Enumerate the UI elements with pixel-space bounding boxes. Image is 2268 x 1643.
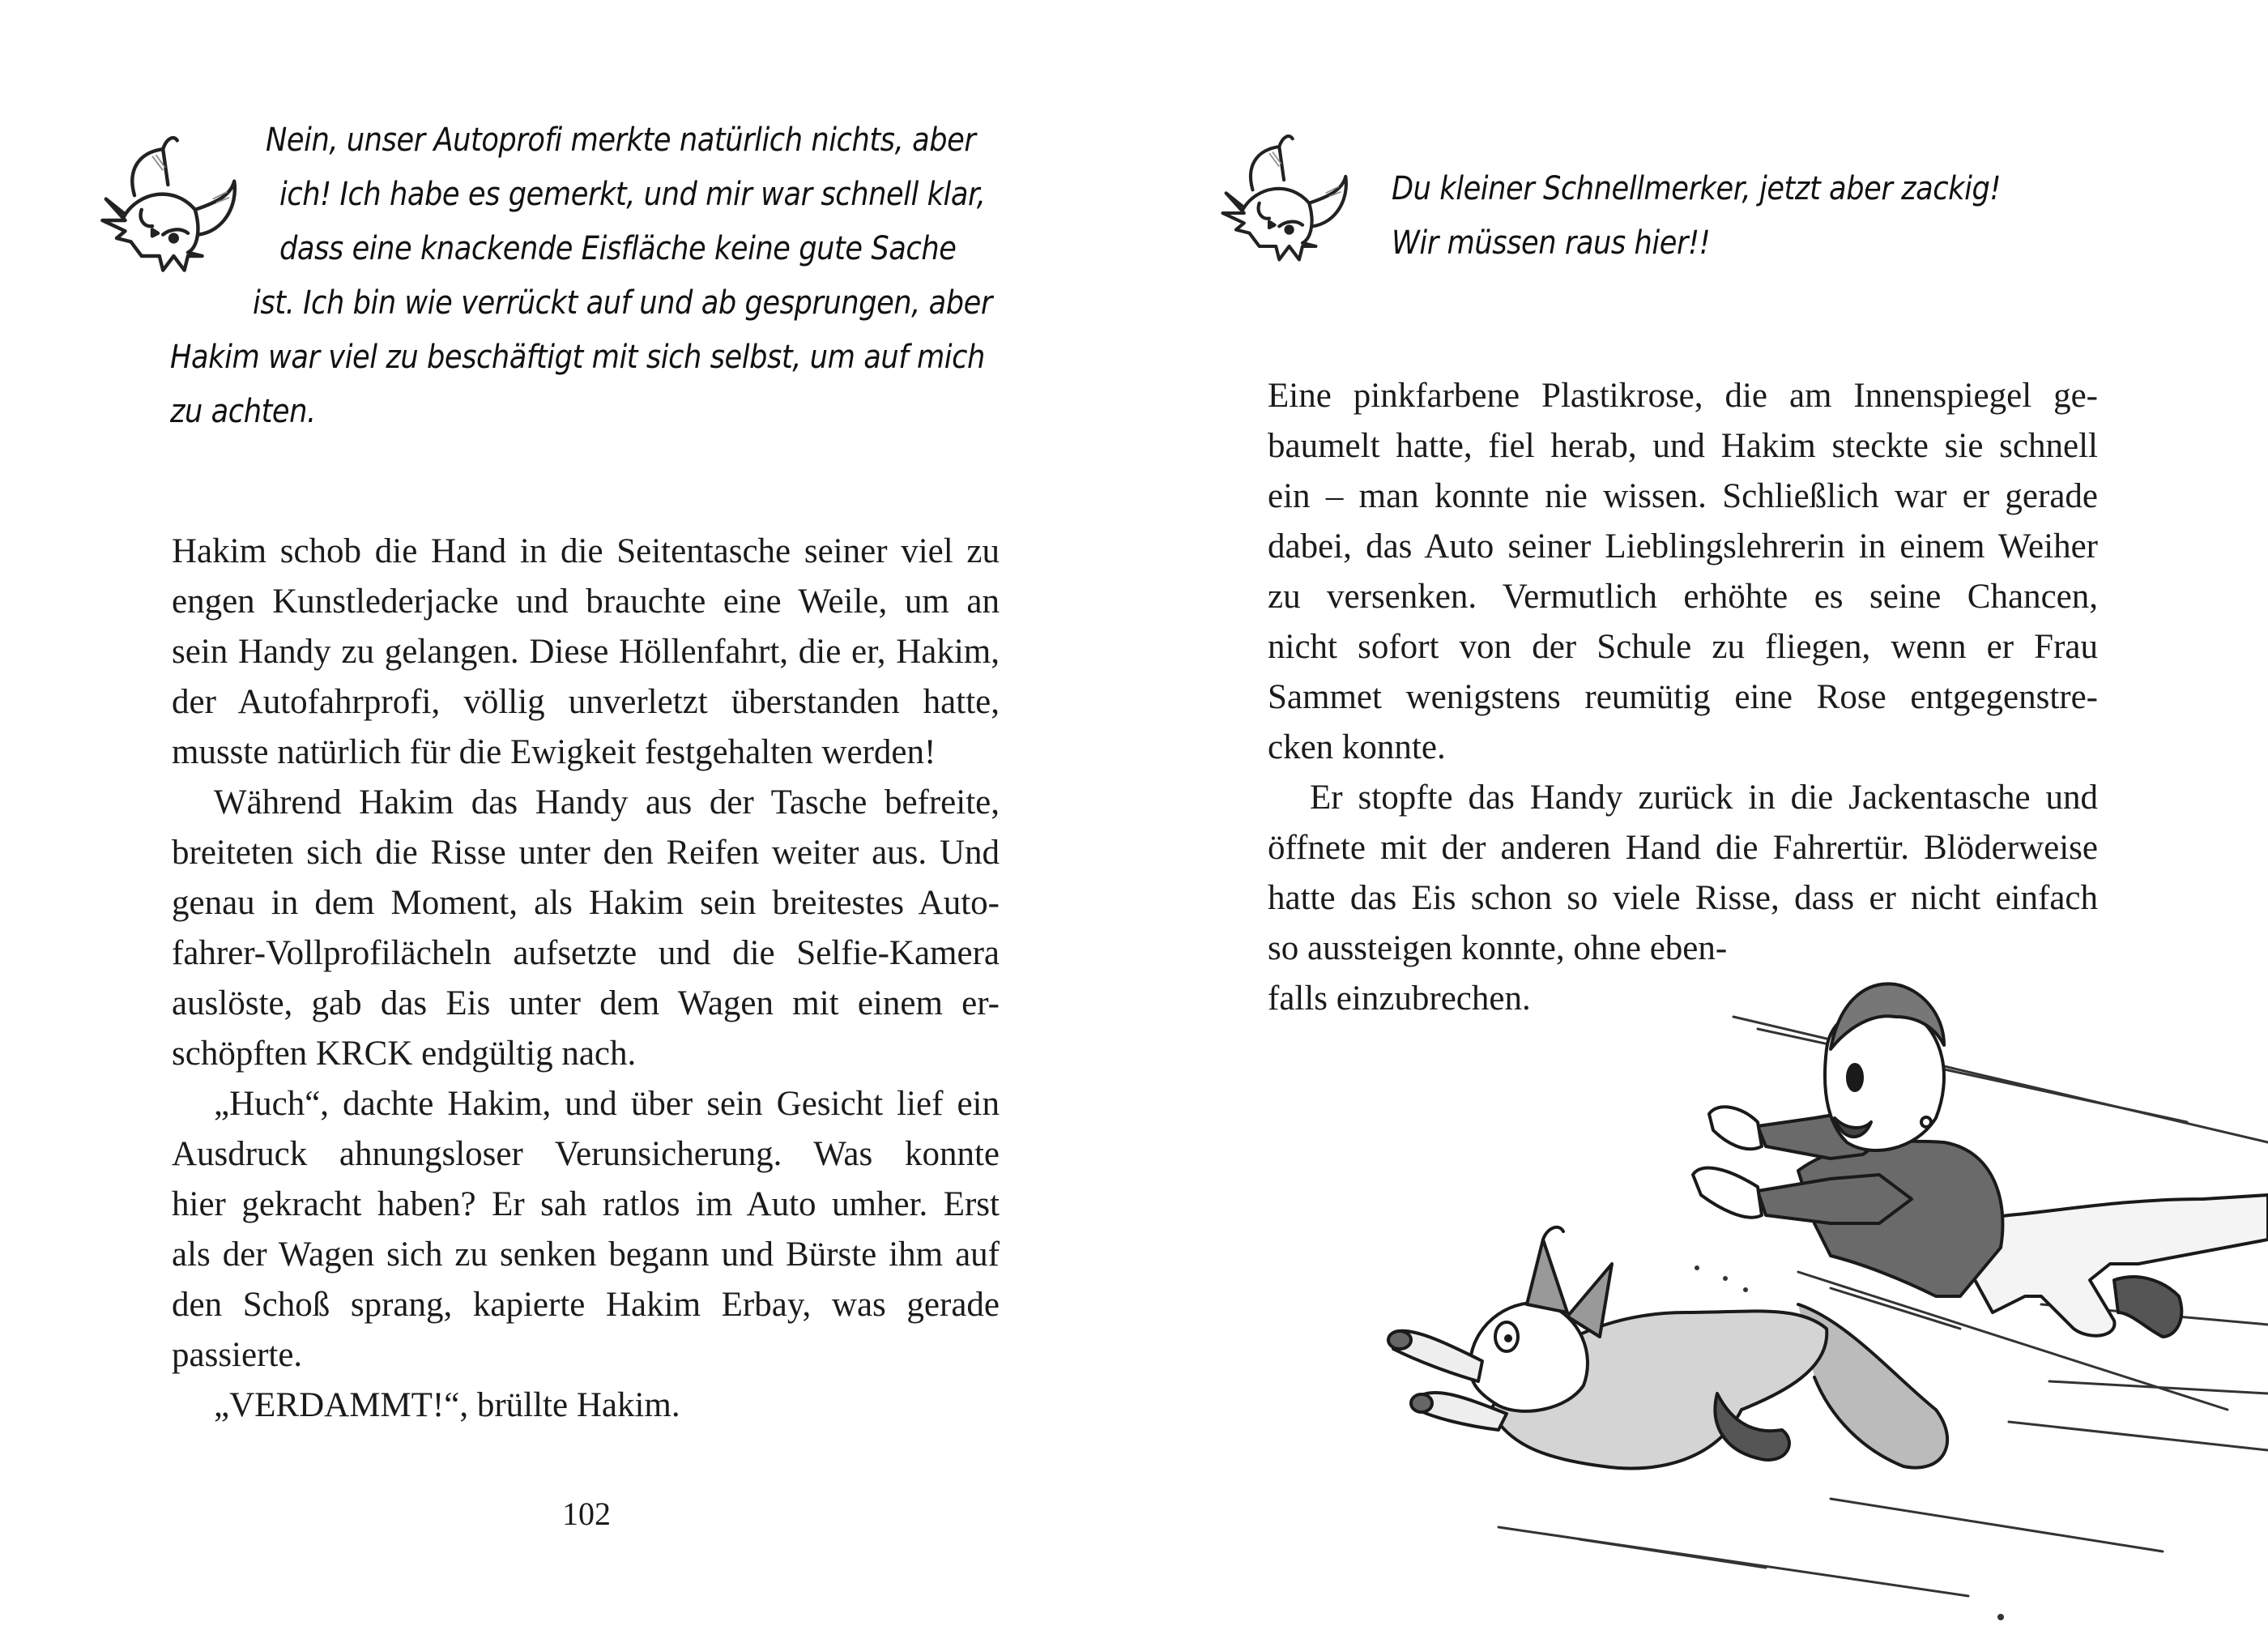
text-line: cken konnte. [1268,728,1446,766]
speech-note-line: ich! Ich habe es gemerkt, und mir war schnell klar, [279,176,986,213]
speech-note-line: Hakim war viel zu beschäftigt mit sich selbst, um auf mich [170,339,985,376]
text-line: baumelt hatte, fiel herab, und Hakim steckte sie schnell [1268,427,2098,465]
text-line: auslöste, gab das Eis unter dem Wagen mit einem er- [172,984,1000,1022]
right-page [1134,0,2268,1643]
text-line: hatte das Eis schon so viele Risse, dass er nicht einfach [1268,879,2098,917]
text-line: Sammet wenigstens reumütig eine Rose entgegenstre- [1268,678,2098,716]
text-line: Hakim schob die Hand in die Seitentasche seiner viel zu [172,532,1000,570]
text-line: sein Handy zu gelangen. Diese Höllenfahrt, die er, Hakim, [172,633,1000,671]
text-line: genau in dem Moment, als Hakim sein breitestes Auto- [172,884,1000,922]
speech-note-line: ist. Ich bin wie verrückt auf und ab gesprungen, aber [253,284,992,322]
text-line: passierte. [172,1336,303,1374]
text-line: Während Hakim das Handy aus der Tasche befreite, [214,783,1000,822]
text-line: ein – man konnte nie wissen. Schließlich war er gerade [1268,477,2098,515]
text-line: nicht sofort von der Schule zu fliegen, wenn er Frau [1268,628,2098,666]
text-line: so aussteigen konnte, ohne eben- [1268,929,1728,967]
text-line: zu versenken. Vermutlich erhöhte es seine Chancen, [1268,578,2098,616]
text-line: schöpften KRCK endgültig nach. [172,1035,637,1073]
text-line: Ausdruck ahnungsloser Verunsicherung. Was konnte [172,1135,1000,1173]
speech-note-line: Nein, unser Autoprofi merkte natürlich nichts, aber [266,122,976,159]
text-line: als der Wagen sich zu senken begann und Bürste ihm auf [172,1235,1000,1274]
text-line: breiteten sich die Risse unter den Reifen weiter aus. Und [172,834,1000,872]
speech-note-line: dass eine knackende Eisfläche keine gute Sache [279,230,957,267]
text-line: Er stopfte das Handy zurück in die Jackentasche und [1310,779,2098,817]
text-line: dabei, das Auto seiner Lieblingslehrerin in einem Weiher [1268,527,2098,565]
text-line: falls einzubrechen. [1268,979,1531,1018]
text-line: der Autofahrprofi, völlig unverletzt überstanden hatte, [172,683,1000,721]
page-number: 102 [562,1496,611,1532]
speech-note [0,0,998,454]
text-line: „VERDAMMT!“, brüllte Hakim. [214,1386,680,1424]
text-line: engen Kunstlederjacke und brauchte eine Weile, um an [172,583,1000,621]
speech-note-line: zu achten. [170,393,316,430]
speech-note-line: Du kleiner Schnellmerker, jetzt aber zackig! [1392,170,2002,207]
text-line: „Huch“, dachte Hakim, und über sein Gesicht lief ein [214,1085,1000,1123]
boy-and-lynx-leaping-illustration [1377,956,2268,1620]
text-line: den Schoß sprang, kapierte Hakim Erbay, was gerade [172,1286,1000,1324]
text-line: hier gekracht haben? Er sah ratlos im Auto umher. Erst [172,1185,1000,1223]
speech-note-line: Wir müssen raus hier!! [1392,224,1711,262]
text-line: öffnete mit der anderen Hand die Fahrertür. Blöderweise [1268,829,2098,867]
text-line: Eine pinkfarbene Plastikrose, die am Innenspiegel ge- [1268,377,2098,415]
lynx-head-icon [1203,113,1369,280]
text-line: fahrer-Vollprofilächeln aufsetzte und die Selfie-Kamera [172,934,1000,972]
text-line: musste natürlich für die Ewigkeit festgehalten werden! [172,733,936,771]
